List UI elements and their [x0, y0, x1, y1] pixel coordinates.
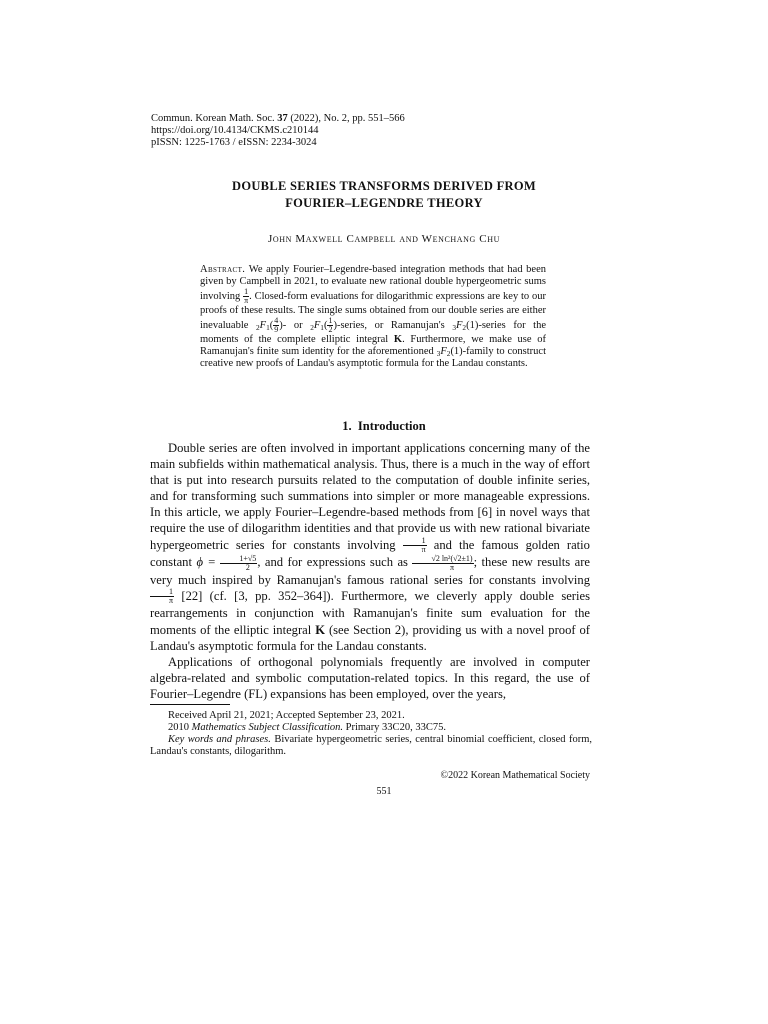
received-date: Received April 21, 2021; Accepted September 23, 2021. [168, 710, 405, 721]
volume-number: 37 [277, 113, 288, 124]
paper-title-line-2: FOURIER–LEGENDRE THEORY [285, 196, 483, 210]
intro-paragraph-1: Double series are often involved in important applications concerning many of the main subfields within mathematical analysis. Thus, there is a much in the way of effort that is put into research pursuits related to the computation of double infinite series, and for transforming such summations into simpler or more manageable expressions. In this article, we apply Fourier–Legendre-based methods from [6] in novel ways that require the use of dilogarithm identities and that provide us with new rational bivariate hypergeometric series for constants involving $\frac{1}{\pi}$ and the famous golden ratio constant ϕ = $\frac{1+√5}{2}$ , and for expressions such as $\frac{\text{√2 ln²(√2±1)}}{\pi}$ ; these new results are very much inspired by Ramanujan's famous rational series for constants involving $\frac{1}{\pi}$ [22] (cf. [3, pp. 352–364]). Furthermore, we cleverly apply double series rearrangements in conjunction with Ramanujan's finite sum evaluation for the moments of the elliptic integral K (see Section 2), providing us with a novel proof of Landau's asymptotic formula for the Landau constants. [150, 441, 591, 653]
keywords: Key words and phrases. Bivariate hypergeometric series, central binomial coefficient, closed form, Landau's constants, dilogarithm. [150, 734, 593, 757]
copyright-notice: ©2022 Korean Mathematical Society [440, 770, 590, 781]
abstract: Abstract. We apply Fourier–Legendre-based integration methods that had been given by Campbell in 2021, to evaluate new rational double hypergeometric sums involving $\frac{1}{\pi}$ . Closed-form evaluations for dilogarithmic expressions are key to our proofs of these results. The single sums obtained from our double series are either inevaluable $_2F_1$( $\frac{4}{9}$ )- or $_2F_1$( $\frac{1}{2}$ )-series, or Ramanujan's $_3F_2(1)$-series for the moments of the complete elliptic integral K. Furthermore, we make use of Ramanujan's finite sum identity for the aforementioned $_3F_2(1)$-family to construct creative new proofs of Landau's asymptotic formula for the Landau constants. [200, 264, 547, 369]
paper-title-line-1: DOUBLE SERIES TRANSFORMS DERIVED FROM [232, 179, 536, 193]
authors: John Maxwell Campbell and Wenchang Chu [268, 233, 500, 245]
intro-body [150, 440, 590, 702]
footnote-rule [150, 704, 230, 705]
section-heading: 1. Introduction [342, 419, 426, 433]
intro-paragraph-2: Applications of orthogonal polynomials frequently are involved in computer algebra-related and symbolic computation-related topics. In this regard, the use of Fourier–Legendre (FL) expansions has been employed, over the years, [150, 654, 590, 701]
abstract-label: Abstract. [200, 264, 246, 275]
journal-citation: Commun. Korean Math. Soc. 37 (2022), No. 2, pp. 551–566 [151, 113, 405, 124]
footnotes [150, 710, 592, 758]
issn-line: pISSN: 1225-1763 / eISSN: 2234-3024 [151, 137, 317, 148]
page-number: 551 [376, 786, 392, 797]
fraction-one-over-pi: $\frac{1}{\pi}$ [244, 286, 249, 305]
msc-classification: 2010 Mathematics Subject Classification. Primary 33C20, 33C75. [168, 722, 446, 733]
doi-link[interactable]: https://doi.org/10.4134/CKMS.c210144 [151, 125, 319, 136]
